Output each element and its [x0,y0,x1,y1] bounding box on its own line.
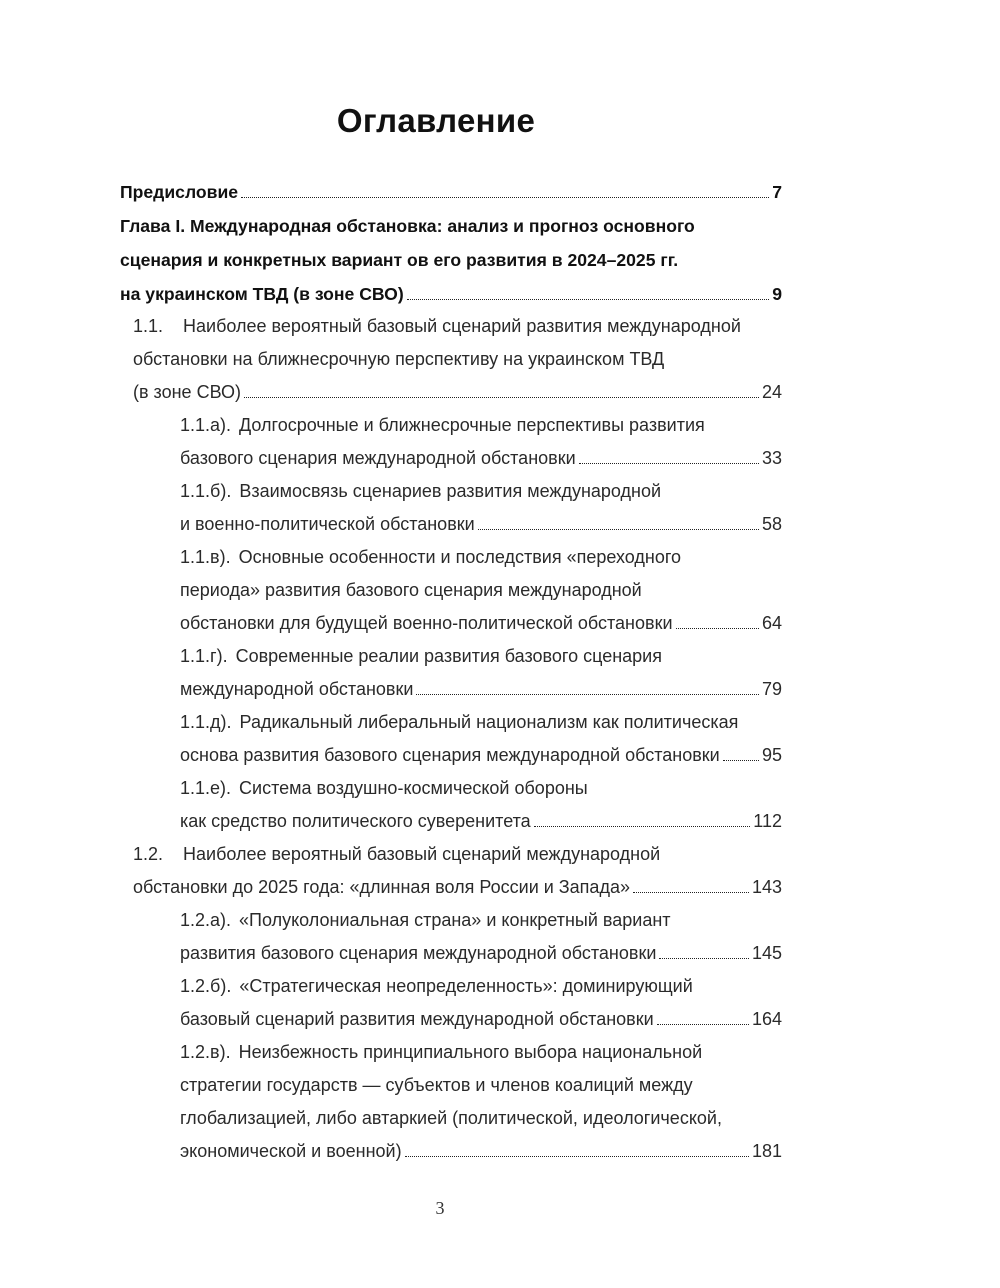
toc-entry-1-2-v-line4 [180,1135,782,1168]
toc-entry-chapter1-line2 [120,244,678,277]
toc-entry-1-1-line3 [133,376,782,409]
toc-label: развития базового сценария международной обстановки [180,943,657,963]
dot-leader [633,892,749,893]
toc-page: 112 [753,811,782,831]
dot-leader [241,197,769,198]
toc-number: 1.2.в). [180,1042,231,1062]
toc-label: базового сценария международной обстановки [180,448,576,468]
toc-number: 1.1. [133,316,164,336]
toc-number: 1.1.б). [180,481,232,501]
toc-page: 79 [761,679,782,699]
page-number: 3 [435,1198,445,1218]
toc-entry-1-2-a-line1 [180,904,671,937]
toc-entry-chapter1-line1 [120,210,695,243]
toc-label: Неизбежность принципиального выбора национальной [238,1042,703,1062]
toc-entry-1-1-v-line1 [180,541,681,574]
toc-number: 1.2. [133,844,164,864]
toc-entry-1-2-v-line3 [180,1102,722,1135]
toc-entry-1-1-e-line1 [180,772,588,805]
toc-page: 33 [761,448,782,468]
toc-entry-1-1-v-line2 [180,574,642,607]
toc-label: «Полуколониальная страна» и конкретный вариант [239,910,671,930]
toc-page: 143 [751,877,782,897]
toc-entry-1-2-v-line2 [180,1069,693,1102]
toc-page: 145 [751,943,782,963]
toc-entry-foreword [120,176,782,209]
toc-entry-1-1-b-line1 [180,475,661,508]
toc-label: (в зоне СВО) [133,382,241,402]
toc-number: 1.1.д). [180,712,232,732]
toc-page: 9 [772,284,782,304]
toc-page: 58 [761,514,782,534]
dot-leader [407,299,769,300]
dot-leader [405,1156,749,1157]
toc-number: 1.1.г). [180,646,228,666]
toc-label: периода» развития базового сценария международной [180,580,642,600]
toc-entry-1-1-line1 [133,310,741,343]
toc-page: 24 [761,382,782,402]
toc-page: 164 [751,1009,782,1029]
toc-entry-1-1-e-line2 [180,805,782,838]
toc-label: Основные особенности и последствия «переходного [238,547,682,567]
toc-entry-1-2-line2 [133,871,782,904]
toc-label: Взаимосвязь сценариев развития международной [239,481,662,501]
toc-label: основа развития базового сценария международной обстановки [180,745,720,765]
toc-label: базовый сценарий развития международной обстановки [180,1009,654,1029]
toc-label: Глава I. Международная обстановка: анализ и прогноз основного [120,216,695,236]
toc-entry-1-1-d-line2 [180,739,782,772]
toc-label: «Стратегическая неопределенность»: доминирующий [239,976,693,996]
toc-label: обстановки на ближнесрочную перспективу на украинском ТВД [133,349,665,369]
toc-entry-chapter1-line3 [120,278,782,311]
toc-label: Радикальный либеральный национализм как политическая [239,712,739,732]
toc-label: стратегии государств — субъектов и членов коалиций между [180,1075,693,1095]
dot-leader [657,1024,749,1025]
toc-entry-1-2-b-line1 [180,970,693,1003]
dot-leader [579,463,759,464]
toc-label: международной обстановки [180,679,414,699]
toc-label: Современные реалии развития базового сценария [235,646,662,666]
toc-number: 1.1.а). [180,415,232,435]
toc-label: обстановки до 2025 года: «длинная воля России и Запада» [133,877,630,897]
toc-number: 1.2.а). [180,910,232,930]
toc-label: Наиболее вероятный базовый сценарий развития международной [183,316,741,336]
dot-leader [534,826,751,827]
dot-leader [676,628,759,629]
toc-entry-1-1-line2 [133,343,664,376]
toc-label: обстановки для будущей военно-политической обстановки [180,613,673,633]
toc-label: Предисловие [120,182,239,202]
dot-leader [478,529,759,530]
toc-entry-1-2-v-line1 [180,1036,702,1069]
page-title: Оглавление [336,102,536,140]
toc-entry-1-1-a-line1 [180,409,705,442]
toc-entry-1-2-a-line2 [180,937,782,970]
toc-label: глобализацией, либо автаркией (политической, идеологической, [180,1108,722,1128]
toc-entry-1-1-a-line2 [180,442,782,475]
toc-entry-1-1-b-line2 [180,508,782,541]
toc-label: сценария и конкретных вариант ов его развития в 2024–2025 гг. [120,250,679,270]
toc-entry-1-1-v-line3 [180,607,782,640]
dot-leader [244,397,759,398]
toc-entry-1-2-b-line2 [180,1003,782,1036]
toc-number: 1.1.в). [180,547,231,567]
toc-label: Наиболее вероятный базовый сценарий международной [183,844,661,864]
toc-label: Долгосрочные и ближнесрочные перспективы развития [239,415,705,435]
toc-entry-1-1-g-line1 [180,640,662,673]
toc-label: как средство политического суверенитета [180,811,531,831]
toc-number: 1.1.е). [180,778,232,798]
toc-number: 1.2.б). [180,976,232,996]
toc-label: Система воздушно-космической обороны [239,778,588,798]
toc-page: 181 [751,1141,782,1161]
toc-label: экономической и военной) [180,1141,402,1161]
dot-leader [723,760,759,761]
toc-page: 95 [761,745,782,765]
toc-page: 64 [761,613,782,633]
dot-leader [416,694,759,695]
toc-entry-1-1-d-line1 [180,706,738,739]
toc-entry-1-1-g-line2 [180,673,782,706]
toc-page: 7 [772,182,782,202]
toc-entry-1-2-line1 [133,838,660,871]
toc-label: на украинском ТВД (в зоне СВО) [120,284,404,304]
toc-label: и военно-политической обстановки [180,514,475,534]
dot-leader [659,958,749,959]
